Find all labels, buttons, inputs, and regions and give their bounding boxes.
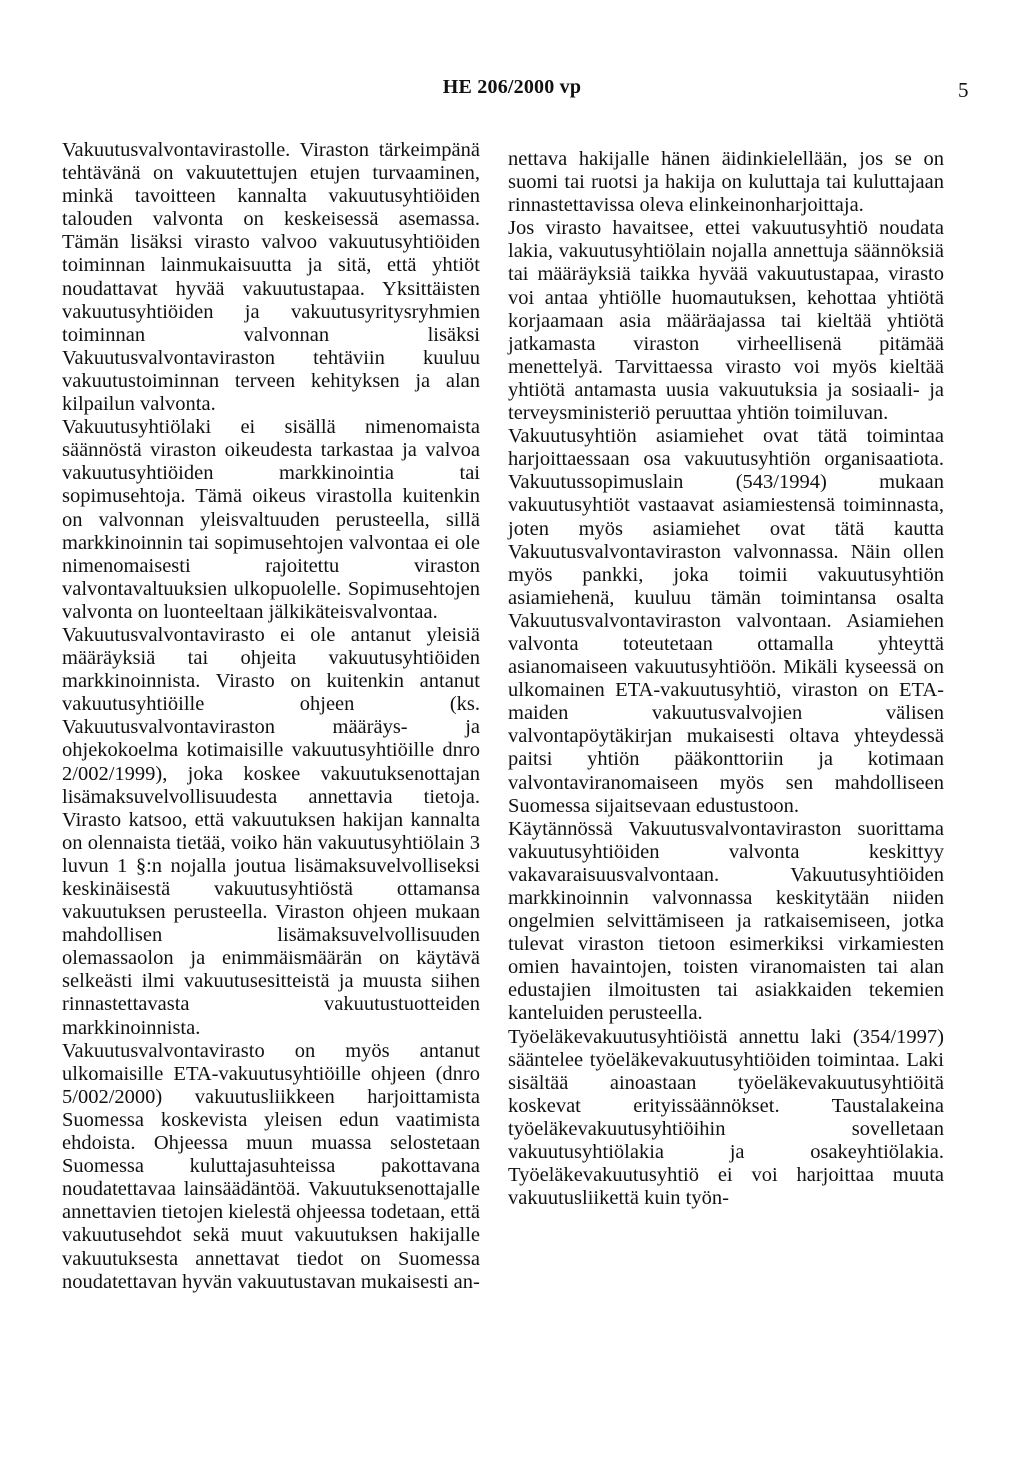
paragraph: Jos virasto havaitsee, ettei vakuutusyhtiö noudata lakia, vakuutusyhtiölain nojalla annettuja säännöksiä tai määräyksiä taikka hyvää vakuutustapaa, virasto voi antaa yhtiölle huomautuksen, kehottaa yhtiötä korjaamaan asia määräajassa tai kieltää yhtiötä jatkamasta viraston virheellisenä pitämää menettelyä. Tarvittaessa virasto voi myös kieltää yhtiötä antamasta uusia vakuutuksia ja sosiaali- ja terveysministeriö peruuttaa yhtiön toimiluvan. bbox=[508, 217, 944, 425]
paragraph: nettava hakijalle hänen äidinkielellään, jos se on suomi tai ruotsi ja hakija on kuluttaja tai kuluttajaan rinnastettavissa oleva elinkeinonharjoittaja. bbox=[508, 148, 944, 217]
paragraph: Vakuutusyhtiön asiamiehet ovat tätä toimintaa harjoittaessaan osa vakuutusyhtiön organisaatiota. Vakuutussopimuslain (543/1994) mukaan vakuutusyhtiöt vastaavat asiamiestensä toiminnasta, joten myös asiamiehet ovat tätä kautta Vakuutusvalvontaviraston valvonnassa. Näin ollen myös pankki, joka toimii vakuutusyhtiön asiamiehenä, kuuluu tämän toimintansa osalta Vakuutusvalvontaviraston valvontaan. Asiamiehen valvonta toteutetaan ottamalla yhteyttä asianomaiseen vakuutusyhtiöön. Mikäli kyseessä on ulkomainen ETA-vakuutusyhtiö, viraston on ETA-maiden vakuutusvalvojien välisen valvontapöytäkirjan mukaisesti oltava yhteydessä paitsi yhtiön pääkonttoriin ja kotimaan valvontaviranomaiseen myös sen mahdolliseen Suomessa sijaitsevaan edustustoon. bbox=[508, 425, 944, 817]
paragraph: Vakuutusvalvontavirasto ei ole antanut yleisiä määräyksiä tai ohjeita vakuutusyhtiöiden markkinoinnista. Virasto on kuitenkin antanut vakuutusyhtiöille ohjeen (ks. Vakuutusvalvontaviraston määräys- ja ohjekokoelma kotimaisille vakuutusyhtiöille dnro 2/002/1999), joka koskee vakuutuksenottajan lisämaksuvelvollisuudesta annettavia tietoja. Virasto katsoo, että vakuutuksen hakijan kannalta on olennaista tietää, voiko hän vakuutusyhtiölain 3 luvun 1 §:n nojalla joutua lisämaksuvelvolliseksi keskinäisestä vakuutusyhtiöstä ottamansa vakuutuksen perusteella. Viraston ohjeen mukaan mahdollisen lisämaksuvelvollisuuden olemassaolon ja enimmäismäärän on käytävä selkeästi ilmi vakuutusesitteistä ja muusta siihen rinnastettavasta vakuutustuotteiden markkinoinnista. bbox=[62, 623, 480, 1039]
right-text-column bbox=[508, 148, 944, 1210]
page-number: 5 bbox=[958, 78, 969, 102]
paragraph: Käytännössä Vakuutusvalvontaviraston suorittama vakuutusyhtiöiden valvonta keskittyy vakavaraisuusvalvontaan. Vakuutusyhtiöiden markkinoinnin valvonnassa keskitytään niiden ongelmien selvittämiseen ja ratkaisemiseen, jotka tulevat viraston tietoon esimerkiksi virkamiesten omien havaintojen, toisten viranomaisten tai alan edustajien ilmoitusten tai asiakkaiden tekemien kanteluiden perusteella. bbox=[508, 817, 944, 1025]
paragraph: Työeläkevakuutusyhtiöistä annettu laki (354/1997) sääntelee työeläkevakuutusyhtiöiden toimintaa. Laki sisältää ainoastaan työeläkevakuutusyhtiöitä koskevat erityissäännökset. Taustalakeina työeläkevakuutusyhtiöihin sovelletaan vakuutusyhtiölakia ja osakeyhtiölakia. Työeläkevakuutusyhtiö ei voi harjoittaa muuta vakuutusliikettä kuin työn- bbox=[508, 1025, 944, 1210]
left-text-column bbox=[62, 139, 480, 1294]
paragraph: Vakuutusyhtiölaki ei sisällä nimenomaista säännöstä viraston oikeudesta tarkastaa ja valvoa vakuutusyhtiöiden markkinointia tai sopimusehtoja. Tämä oikeus virastolla kuitenkin on valvonnan yleisvaltuuden perusteella, sillä markkinoinnin tai sopimusehtojen valvontaa ei ole nimenomaisesti rajoitettu viraston valvontavaltuuksien ulkopuolelle. Sopimusehtojen valvonta on luonteeltaan jälkikäteisvalvontaa. bbox=[62, 416, 480, 623]
paragraph: Vakuutusvalvontavirastolle. Viraston tärkeimpänä tehtävänä on vakuutettujen etujen turvaaminen, minkä tavoitteen kannalta vakuutusyhtiöiden talouden valvonta on keskeisessä asemassa. Tämän lisäksi virasto valvoo vakuutusyhtiöiden toiminnan lainmukaisuutta ja sitä, että yhtiöt noudattavat hyvää vakuutustapaa. Yksittäisten vakuutusyhtiöiden ja vakuutusyritysryhmien toiminnan valvonnan lisäksi Vakuutusvalvontaviraston tehtäviin kuuluu vakuutustoiminnan terveen kehityksen ja alan kilpailun valvonta. bbox=[62, 139, 480, 416]
page-header-title: HE 206/2000 vp bbox=[442, 76, 582, 98]
paragraph: Vakuutusvalvontavirasto on myös antanut ulkomaisille ETA-vakuutusyhtiöille ohjeen (dnro 5/002/2000) vakuutusliikkeen harjoittamista Suomessa koskevista yleisen edun vaatimista ehdoista. Ohjeessa muun muassa selostetaan Suomessa kuluttajasuhteissa pakottavana noudatettavaa lainsäädäntöä. Vakuutuksenottajalle annettavien tietojen kielestä ohjeessa todetaan, että vakuutusehdot sekä muut vakuutuksen hakijalle vakuutuksesta annettavat tiedot on Suomessa noudatettavan hyvän vakuutustavan mukaisesti an- bbox=[62, 1039, 480, 1293]
